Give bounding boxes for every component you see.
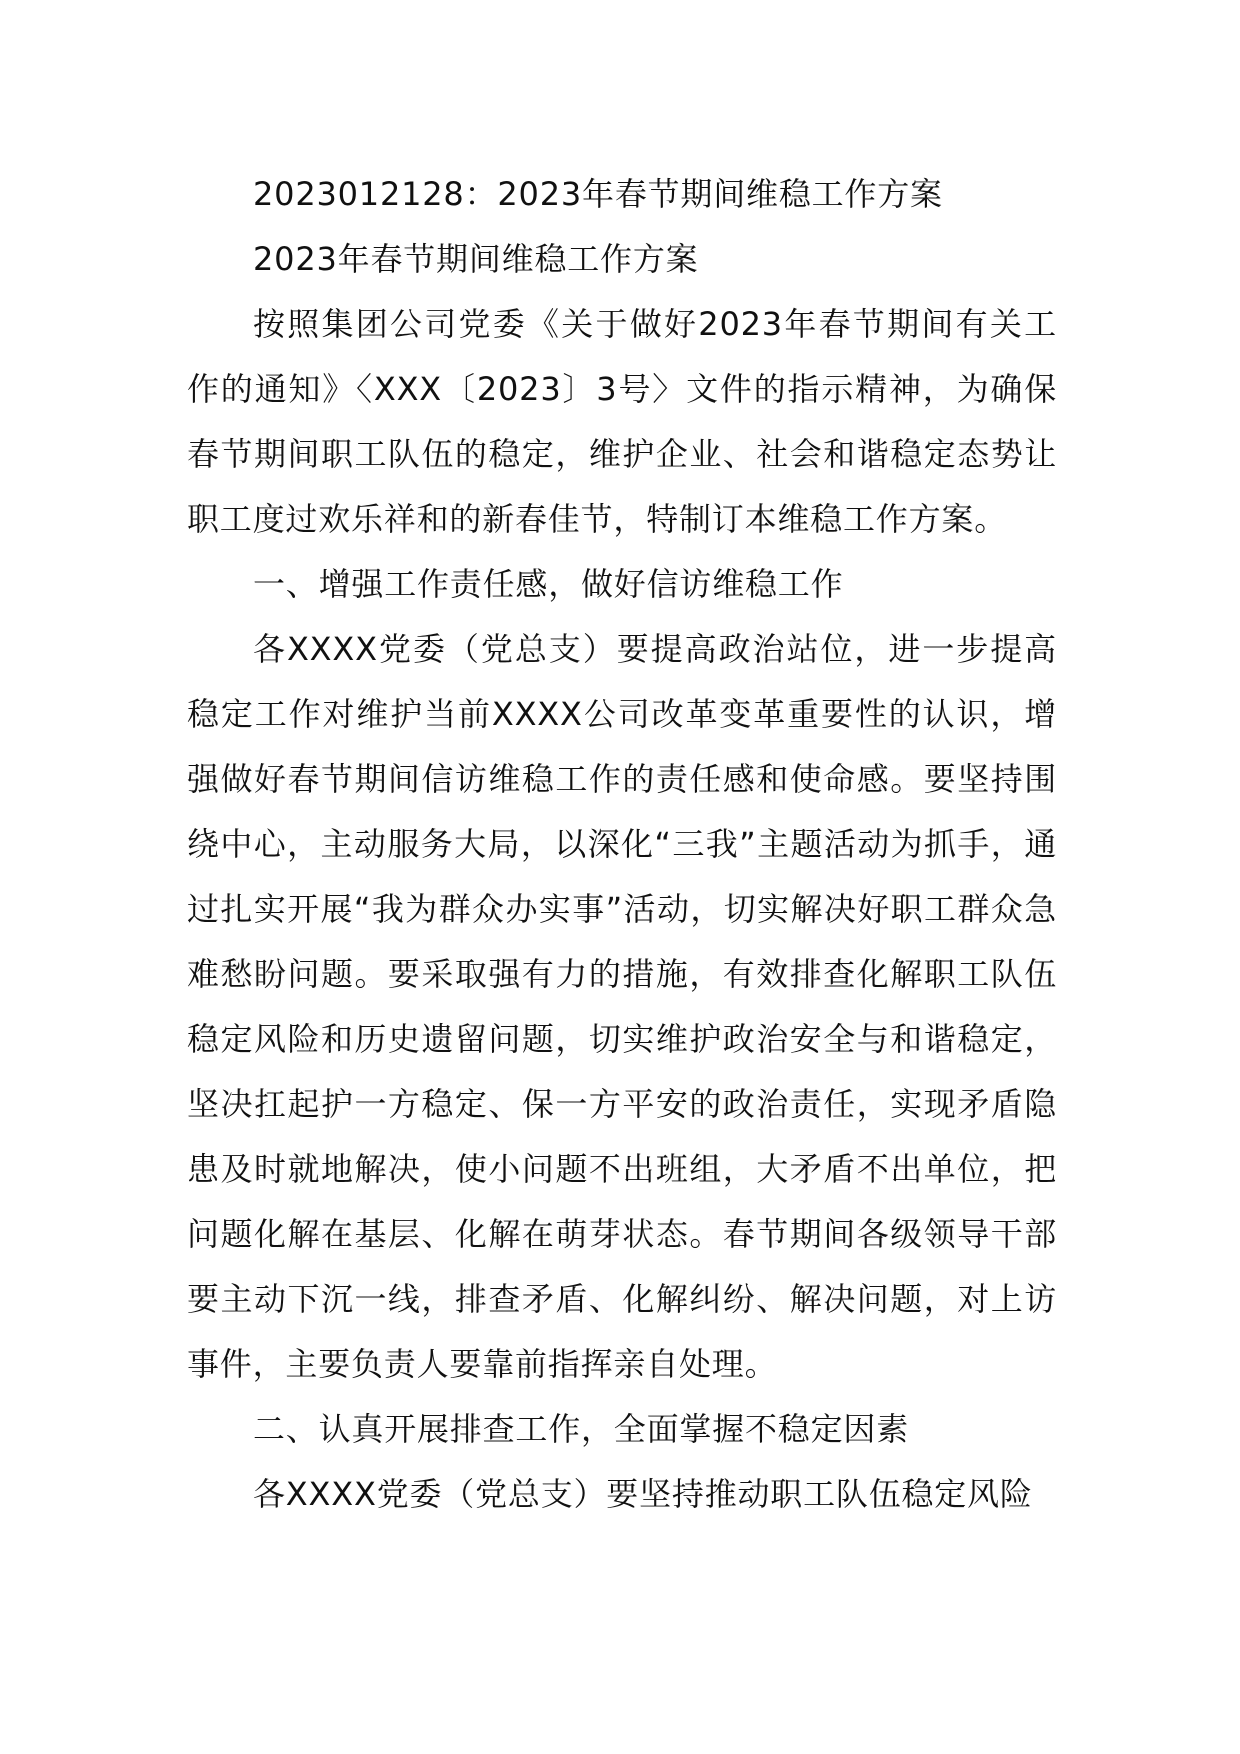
- intro-paragraph: 按照集团公司党委《关于做好2023年春节期间有关工作的通知》〈XXX〔2023〕3号〉文件的指示精神，为确保春节期间职工队伍的稳定，维护企业、社会和谐稳定态势让职工度过欢乐祥和的新春佳节，特制订本维稳工作方案。: [187, 305, 1057, 538]
- document-heading-line: 2023012128：2023年春节期间维稳工作方案: [253, 175, 943, 213]
- section-1-paragraph: 各XXXX党委（党总支）要提高政治站位，进一步提高稳定工作对维护当前XXXX公司改革变革重要性的认识，增强做好春节期间信访维稳工作的责任感和使命感。要坚持围绕中心，主动服务大局，以深化“三我”主题活动为抓手，通过扎实开展“我为群众办实事”活动，切实解决好职工群众急难愁盼问题。要采取强有力的措施，有效排查化解职工队伍稳定风险和历史遗留问题，切实维护政治安全与和谐稳定，坚决扛起护一方稳定、保一方平安的政治责任，实现矛盾隐患及时就地解决，使小问题不出班组，大矛盾不出单位，把问题化解在基层、化解在萌芽状态。春节期间各级领导干部要主动下沉一线，排查矛盾、化解纠纷、解决问题，对上访事件，主要负责人要靠前指挥亲自处理。: [187, 630, 1057, 1383]
- section-2-paragraph: 各XXXX党委（党总支）要坚持推动职工队伍稳定风险: [253, 1475, 1033, 1513]
- document-title: 2023年春节期间维稳工作方案: [253, 240, 699, 278]
- section-heading-1: 一、增强工作责任感，做好信访维稳工作: [253, 565, 844, 603]
- section-heading-2: 二、认真开展排查工作，全面掌握不稳定因素: [253, 1410, 910, 1448]
- document-body: [187, 162, 1057, 1527]
